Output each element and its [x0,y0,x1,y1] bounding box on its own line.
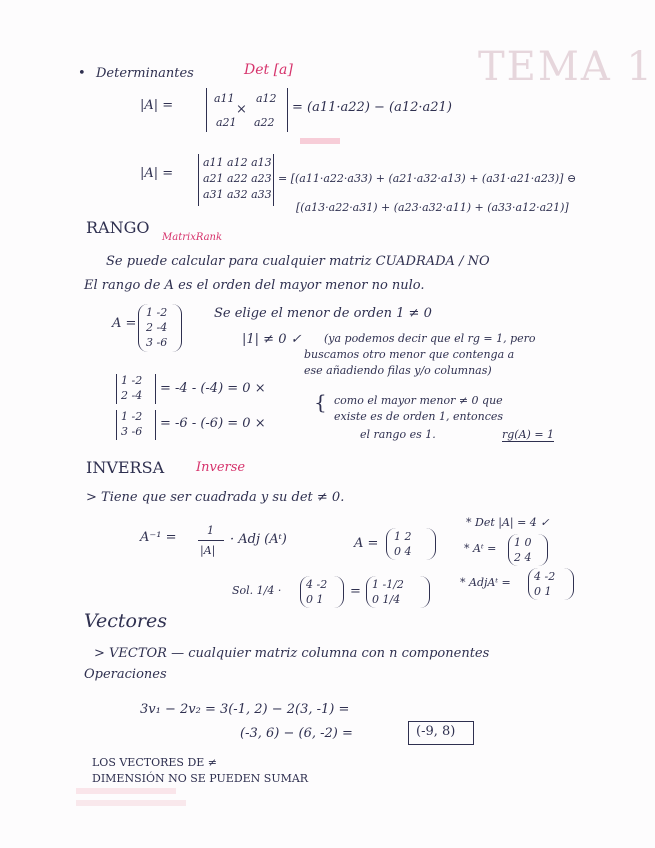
det2-a22: a22 [254,116,275,129]
bullet: • [78,66,86,81]
vectores-warning-1: LOS VECTORES DE ≠ [92,756,218,769]
vectores-op-1: 3v₁ − 2v₂ = 3(-1, 2) − 2(3, -1) = [140,702,350,717]
det2-rhs: = (a11·a22) − (a12·a21) [292,100,452,115]
sol-row-1: 4 -2 [306,578,328,591]
transpose-row-2: 2 4 [514,551,532,564]
det3-row-2: a21 a22 a23 [203,172,272,185]
det-note: * Det |A| = 4 ✓ [466,516,550,529]
annotation-det: Det [a] [244,62,293,78]
inversa-formula-den: |A| [200,544,216,557]
sol-row-2: 0 1 [306,593,324,606]
sol-equals: = [350,584,361,599]
vectores-line-2: Operaciones [84,667,167,682]
inversa-formula-rest: · Adj (Aᵗ) [230,532,287,547]
minor-1-row-2: 2 -4 [121,389,143,402]
rango-step-2: |1| ≠ 0 ✓ [242,332,302,347]
annotation-inverse: Inverse [196,460,246,475]
minor-1-row-1: 1 -2 [121,374,143,387]
det3-row-1: a11 a12 a13 [203,156,272,169]
rango-matrix-row-3: 3 -6 [146,336,168,349]
det3-rhs-2: [(a13·a22·a31) + (a23·a32·a11) + (a33·a12·a21)] [296,201,569,214]
det3-row-3: a31 a32 a33 [203,188,272,201]
sol-result-row-2: 0 1/4 [372,593,401,606]
vectores-line-1: > VECTOR — cualquier matriz columna con n componentes [94,646,490,661]
rango-step-1: Se elige el menor de orden 1 ≠ 0 [214,306,432,321]
sol-result-row-1: 1 -1/2 [372,578,404,591]
minor-1-result: = -4 - (-4) = 0 × [160,381,266,396]
brace: { [314,390,327,414]
example-row-1: 1 2 [394,530,412,543]
annotation-matrixrank: MatrixRank [162,232,223,243]
adj-label: * AdjAᵗ = [460,576,511,589]
inversa-rule: > Tiene que ser cuadrada y su det ≠ 0. [86,490,345,505]
rango-matrix-row-2: 2 -4 [146,321,168,334]
det2-cross: × [236,102,247,117]
adj-row-1: 4 -2 [534,570,556,583]
adj-row-2: 0 1 [534,585,552,598]
minor-2-row-2: 3 -6 [121,425,143,438]
vectores-warning-2: DIMENSIÓN NO SE PUEDEN SUMAR [92,772,309,785]
rango-matrix-row-1: 1 -2 [146,306,168,319]
section-inversa: INVERSA [86,458,165,477]
ghost-title: TEMA 1 [478,44,654,90]
bleed-mark-2 [76,800,186,806]
rango-line-2: El rango de A es el orden del mayor menor no nulo. [84,278,425,293]
det2-a21: a21 [216,116,237,129]
rango-line-1: Se puede calcular para cualquier matriz CUADRADA / NO [106,254,490,269]
minor-2-row-1: 1 -2 [121,410,143,423]
vectores-op-2: (-3, 6) − (6, -2) = [240,726,353,741]
inversa-formula-num: 1 [207,524,214,537]
section-determinantes: Determinantes [96,66,194,81]
det2-a12: a12 [256,92,277,105]
det3-lhs: |A| = [140,166,174,181]
rango-note-3: ese añadiendo filas y/o columnas) [304,364,492,377]
fraction-bar [198,540,224,541]
section-vectores: Vectores [84,610,168,632]
rango-note-1: (ya podemos decir que el rg = 1, pero [324,332,536,345]
inversa-example-label: A = [354,536,379,551]
det3-rhs-1: = [(a11·a22·a33) + (a21·a32·a13) + (a31·a21·a23)] ⊖ [278,172,577,185]
rango-conclusion-2: existe es de orden 1, entonces [334,410,504,423]
rango-conclusion-box: rg(A) = 1 [502,428,555,441]
sol-label: Sol. 1/4 · [232,584,282,597]
rango-conclusion-1: como el mayor menor ≠ 0 que [334,394,503,407]
rango-conclusion-3: el rango es 1. [360,428,436,441]
det2-lhs: |A| = [140,98,174,113]
inversa-formula-lhs: A⁻¹ = [140,530,177,545]
vectores-result: (-9, 8) [416,724,456,739]
highlight-mark [300,138,340,144]
rango-note-2: buscamos otro menor que contenga a [304,348,515,361]
transpose-label: * Aᵗ = [464,542,497,555]
rango-matrix-label: A = [112,316,137,331]
bleed-mark-1 [76,788,176,794]
section-rango: RANGO [86,218,150,237]
transpose-row-1: 1 0 [514,536,532,549]
det2-a11: a11 [214,92,235,105]
minor-2-result: = -6 - (-6) = 0 × [160,416,266,431]
example-row-2: 0 4 [394,545,412,558]
